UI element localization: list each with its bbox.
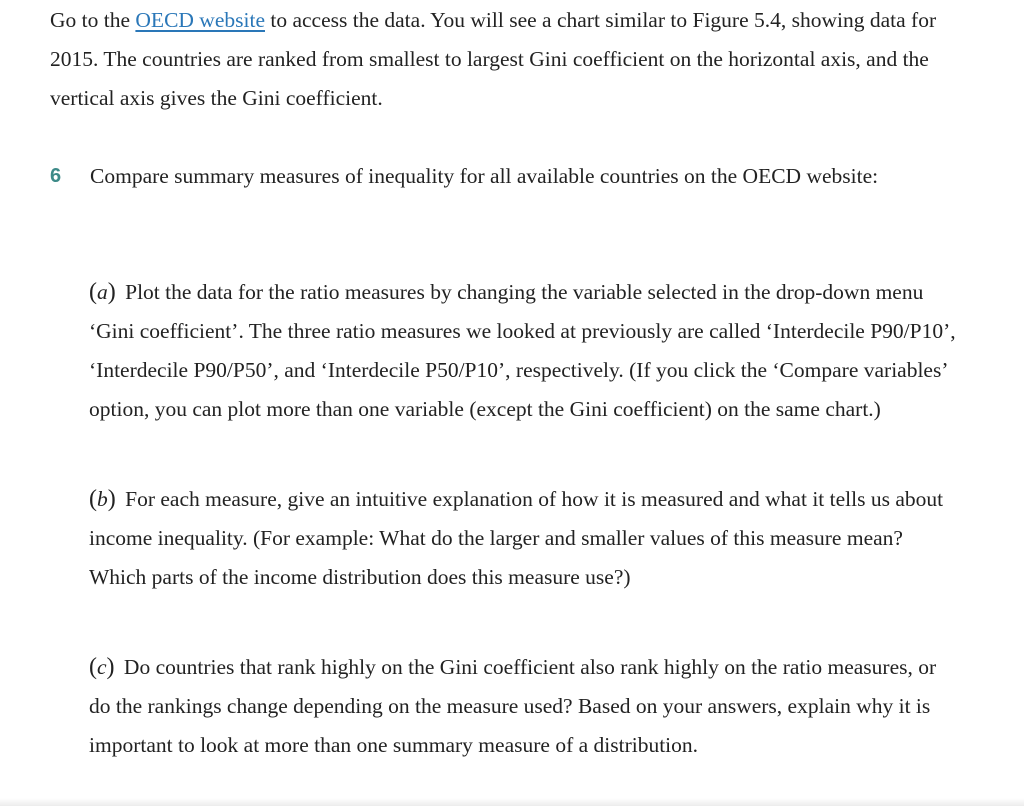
- part-a-label: (a): [89, 279, 116, 305]
- bottom-edge-shadow: [0, 798, 1024, 806]
- question-text: Compare summary measures of inequality for all available countries on the OECD website:: [90, 164, 879, 188]
- intro-text-after-link: to access the data. You will see a chart similar to Figure 5.4, showing data for 2015. The countries are ranked from smallest to largest Gini coefficient on the horizontal axis, and the vertical axis gives the Gini coefficient.: [50, 8, 937, 110]
- part-c-text: Do countries that rank highly on the Gini coefficient also rank highly on the ratio measures, or do the rankings change depending on the measure used? Based on your answers, explain why it is important to look at more than one summary measure of a distribution.: [89, 655, 937, 757]
- intro-text-before-link: Go to the: [50, 8, 136, 32]
- part-a-text: Plot the data for the ratio measures by changing the variable selected in the drop-down menu ‘Gini coefficient’. The three ratio measures we looked at previously are called ‘Interdecile P90/P10’, ‘Interdecile P90/P50’, and ‘Interdecile P50/P10’, respectively. (If you click the ‘Compare variables’ option, you can plot more than one variable (except the Gini coefficient) on the same chart.): [89, 280, 956, 421]
- oecd-website-link[interactable]: OECD website: [135, 8, 265, 32]
- intro-paragraph: [50, 1, 950, 118]
- question-part-c: [89, 648, 959, 765]
- part-c-label: (c): [89, 654, 115, 680]
- question-number: 6: [50, 165, 62, 187]
- question-part-b: [89, 480, 959, 597]
- part-b-text: For each measure, give an intuitive explanation of how it is measured and what it tells us about income inequality. (For example: What do the larger and smaller values of this measure mean? Which parts of the income distribution does this measure use?): [89, 487, 944, 589]
- part-b-label: (b): [89, 486, 116, 512]
- question-part-a: [89, 273, 959, 429]
